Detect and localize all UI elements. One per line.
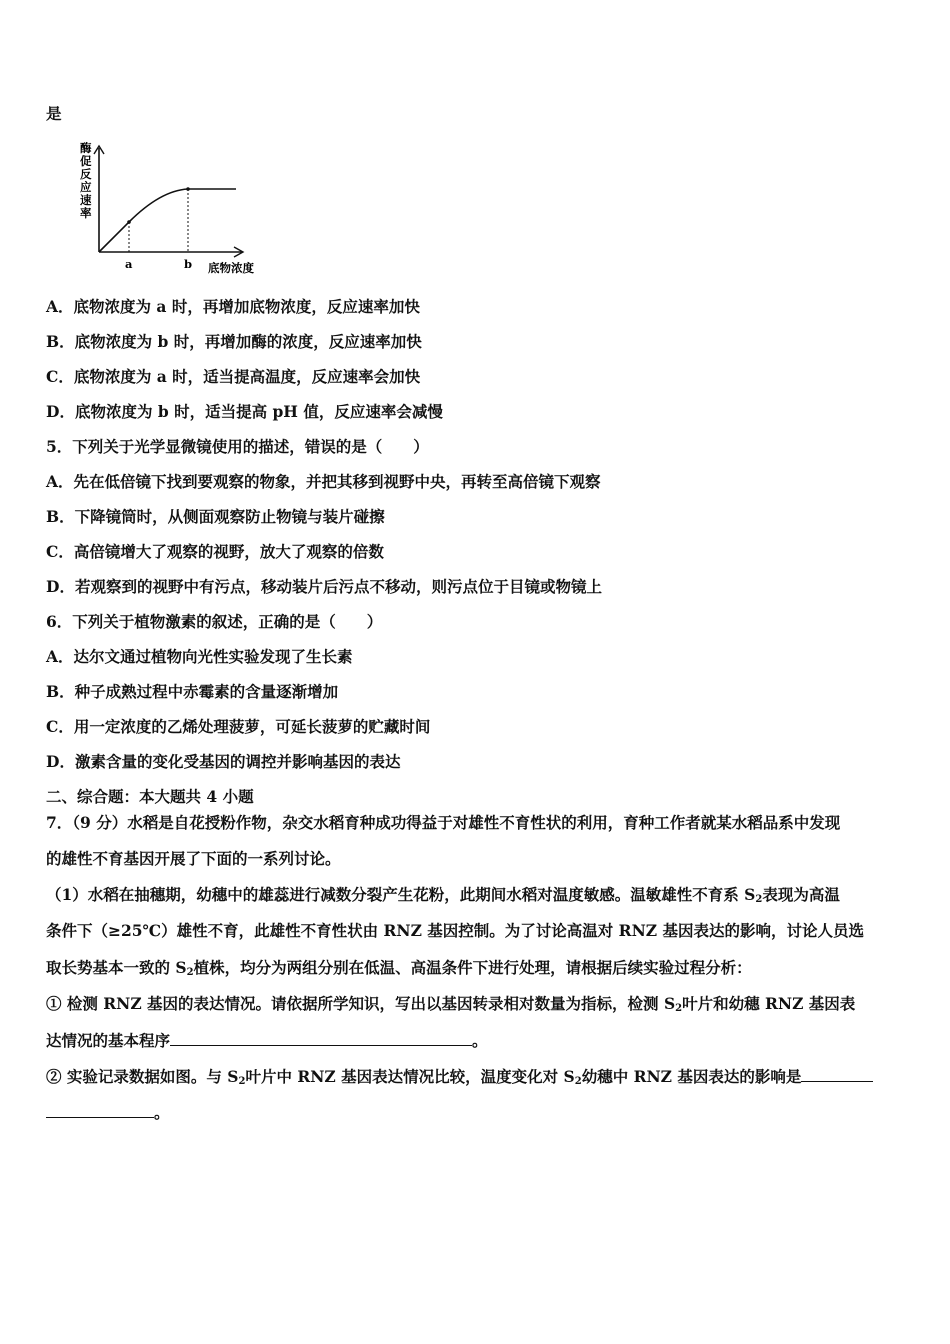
text: 叶片和幼穗 RNZ 基因表 (682, 994, 856, 1013)
text: ① 检测 RNZ 基因的表达情况。请依据所学知识，写出以基因转录相对数量为指标，检测 S (46, 994, 676, 1013)
ylabel-char: 速 (80, 193, 92, 207)
x-tick-a: a (125, 257, 133, 271)
point-a (127, 220, 131, 224)
section-heading: 二、综合题：本大题共 4 小题 (46, 787, 254, 806)
q4-option-c: C．底物浓度为 a 时，适当提高温度，反应速率会加快 (46, 367, 421, 386)
enzyme-rate-chart (74, 140, 274, 280)
x-tick-b: b (184, 257, 193, 271)
q5-option-c: C．高倍镜增大了观察的视野，放大了观察的倍数 (46, 542, 384, 561)
q4-option-d: D．底物浓度为 b 时，适当提高 pH 值，反应速率会减慢 (46, 402, 443, 421)
q7-c1-line2 (46, 1031, 488, 1051)
q5-option-d: D．若观察到的视野中有污点，移动装片后污点不移动，则污点位于目镜或物镜上 (46, 577, 602, 596)
ylabel-char: 反 (80, 167, 92, 181)
q5-option-a: A．先在低倍镜下找到要观察的物象，并把其移到视野中央，再转至高倍镜下观察 (46, 472, 601, 491)
subscript: 2 (238, 1076, 246, 1087)
text: 达情况的基本程序 (46, 1031, 171, 1050)
q7-part1-line3 (46, 958, 752, 983)
q7-c2-line2 (46, 1103, 170, 1123)
subscript: 2 (574, 1076, 582, 1087)
point-b (186, 187, 190, 191)
text: 取长势基本一致的 S (46, 958, 187, 977)
q7-line2: 的雄性不育基因开展了下面的一系列讨论。 (46, 849, 341, 868)
subscript: 2 (186, 967, 194, 978)
q4-option-b: B．底物浓度为 b 时，再增加酶的浓度，反应速率加快 (46, 332, 422, 351)
intro-tail: 是 (46, 104, 62, 123)
q7-line1: 7．（9 分）水稻是自花授粉作物，杂交水稻育种成功得益于对雄性不育性状的利用，育种工作者就某水稻品系中发现 (46, 813, 841, 832)
text: ② 实验记录数据如图。与 S (46, 1067, 239, 1086)
text: （1）水稻在抽穗期，幼穗中的雄蕊进行减数分裂产生花粉，此期间水稻对温度敏感。温敏雄性不育系 S (46, 885, 756, 904)
ylabel-char: 应 (80, 180, 92, 194)
text: 幼穗中 RNZ 基因表达的影响是 (581, 1067, 802, 1086)
q6-option-c: C．用一定浓度的乙烯处理菠萝，可延长菠萝的贮藏时间 (46, 717, 431, 736)
y-axis-label (80, 141, 92, 220)
q6-option-b: B．种子成熟过程中赤霉素的含量逐渐增加 (46, 682, 339, 701)
q7-c2-line1 (46, 1067, 873, 1092)
answer-blank[interactable] (170, 1031, 472, 1046)
text: 。 (472, 1031, 488, 1050)
q7-part1-line2: 条件下（≥25℃）雄性不育，此雄性不育性状由 RNZ 基因控制。为了讨论高温对 RNZ 基因表达的影响，讨论人员选 (46, 921, 864, 940)
q4-option-a: A．底物浓度为 a 时，再增加底物浓度，反应速率加快 (46, 297, 420, 316)
q5-option-b: B．下降镜筒时，从侧面观察防止物镜与装片碰擦 (46, 507, 385, 526)
answer-blank[interactable] (801, 1067, 873, 1082)
subscript: 2 (755, 894, 763, 905)
rate-curve (99, 189, 236, 252)
q7-c1-line1 (46, 994, 855, 1019)
subscript: 2 (675, 1003, 683, 1014)
q6-option-a: A．达尔文通过植物向光性实验发现了生长素 (46, 647, 353, 666)
q6-option-d: D．激素含量的变化受基因的调控并影响基因的表达 (46, 752, 401, 771)
text: 叶片中 RNZ 基因表达情况比较，温度变化对 S (245, 1067, 575, 1086)
ylabel-char: 酶 (80, 141, 92, 155)
ylabel-char: 率 (80, 206, 92, 220)
x-axis-label: 底物浓度 (208, 261, 254, 275)
q6-stem: 6．下列关于植物激素的叙述，正确的是（ ） (46, 612, 383, 631)
ylabel-char: 促 (80, 154, 92, 168)
text: 植株，均分为两组分别在低温、高温条件下进行处理，请根据后续实验过程分析： (193, 958, 752, 977)
q5-stem: 5．下列关于光学显微镜使用的描述，错误的是（ ） (46, 437, 429, 456)
answer-blank[interactable] (46, 1103, 154, 1118)
text: 表现为高温 (762, 885, 840, 904)
q7-part1-line1 (46, 885, 840, 910)
text: 。 (154, 1103, 170, 1122)
